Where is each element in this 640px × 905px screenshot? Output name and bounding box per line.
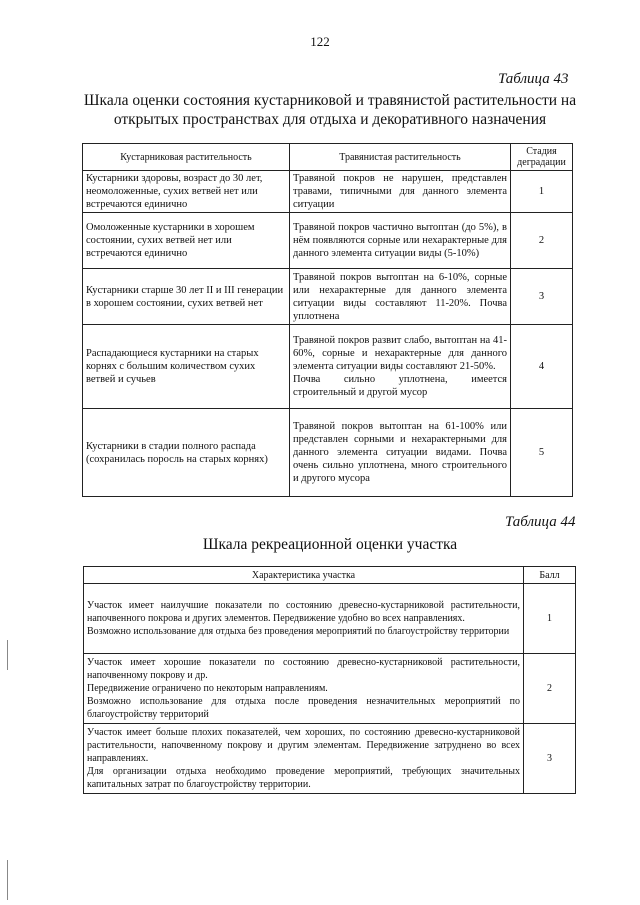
table43-header-row — [83, 144, 573, 171]
table43-title: Шкала оценки состояния кустарниковой и травянистой растительности на открытых пространствах для отдыха и декоративного назначения — [83, 92, 577, 128]
shrub-cell: Омоложенные кустарники в хорошем состоянии, сухих ветвей нет или встречаются единично — [83, 213, 290, 269]
characteristic-cell — [84, 584, 524, 654]
characteristic-line: Возможно использование для отдыха после проведения незначительных мероприятий по благоустройству территорий — [87, 696, 520, 720]
grass-text-2: Почва сильно уплотнена, имеется строительный и другой мусор — [293, 374, 507, 398]
table44-title: Шкала рекреационной оценки участка — [202, 536, 458, 553]
table-row — [84, 724, 576, 794]
table43-header-shrub: Кустарниковая растительность — [83, 144, 290, 171]
grass-cell: Травяной покров не нарушен, представлен травами, типичными для данного элемента ситуации — [290, 171, 511, 213]
page-number: 122 — [310, 34, 330, 49]
table-row — [84, 584, 576, 654]
characteristic-line: Участок имеет больше плохих показателей, чем хороших, по состоянию древесно-кустарниковой растительности, напочвенному покрову и другим элементам. Передвижение затруднено во всех направлениях. — [87, 727, 520, 764]
table44-header-row — [84, 567, 576, 584]
characteristic-cell — [84, 724, 524, 794]
shrub-cell: Кустарники старше 30 лет II и III генерации в хорошем состоянии, сухих ветвей нет — [83, 269, 290, 325]
scan-artifact — [7, 640, 8, 670]
grass-text: Травяной покров развит слабо, вытоптан на 41-60%, сорные и нехарактерные для данного элемента ситуации виды составляют 21-50%. — [293, 335, 507, 372]
scan-artifact — [7, 860, 8, 900]
table-row — [83, 213, 573, 269]
stage-cell: 2 — [511, 213, 573, 269]
table-row — [84, 654, 576, 724]
shrub-cell: Кустарники здоровы, возраст до 30 лет, неомоложенные, сухих ветвей нет или встречаются единично — [83, 171, 290, 213]
stage-cell: 1 — [511, 171, 573, 213]
table43-caption: Таблица 43 — [498, 71, 569, 87]
grass-cell: Травяной покров вытоптан на 61-100% или представлен сорными и нехарактерными для данного элемента ситуации видами. Почва очень сильно уплотнена, много строительного и другого мусора — [290, 409, 511, 497]
table43-header-grass: Травянистая растительность — [290, 144, 511, 171]
table43-header-stage: Стадия деградации — [511, 144, 573, 171]
table44 — [83, 566, 576, 794]
characteristic-line: Возможно использование для отдыха без проведения мероприятий по благоустройству территории — [87, 626, 510, 637]
characteristic-line: Участок имеет хорошие показатели по состоянию древесно-кустарниковой растительности, напочвенному покрову и др. — [87, 657, 520, 681]
characteristic-line: Передвижение ограничено по некоторым направлениям. — [87, 683, 328, 694]
table-row — [83, 409, 573, 497]
score-cell: 3 — [524, 724, 576, 794]
grass-cell — [290, 325, 511, 409]
score-cell: 2 — [524, 654, 576, 724]
table44-header-score: Балл — [524, 567, 576, 584]
table-row — [83, 171, 573, 213]
table-row — [83, 269, 573, 325]
characteristic-line: Участок имеет наилучшие показатели по состоянию древесно-кустарниковой растительности, напочвенного покрова и других элементов. Передвижение удобно во всех направлениях. — [87, 600, 520, 624]
shrub-cell: Кустарники в стадии полного распада (сохранилась поросль на старых корнях) — [83, 409, 290, 497]
stage-cell: 4 — [511, 325, 573, 409]
table44-caption: Таблица 44 — [505, 514, 576, 530]
characteristic-line: Для организации отдыха необходимо проведение мероприятий, требующих значительных капитальных затрат по благоустройству территории. — [87, 766, 520, 790]
shrub-cell: Распадающиеся кустарники на старых корнях с большим количеством сухих ветвей и сучьев — [83, 325, 290, 409]
characteristic-cell — [84, 654, 524, 724]
stage-cell: 3 — [511, 269, 573, 325]
table-row — [83, 325, 573, 409]
grass-cell: Травяной покров частично вытоптан (до 5%), в нём появляются сорные или нехарактерные для данного элемента ситуации виды (5-10%) — [290, 213, 511, 269]
table44-header-characteristic: Характеристика участка — [84, 567, 524, 584]
score-cell: 1 — [524, 584, 576, 654]
stage-cell: 5 — [511, 409, 573, 497]
grass-cell: Травяной покров вытоптан на 6-10%, сорные или нехарактерные для данного элемента ситуации виды составляют 11-20%. Почва уплотнена — [290, 269, 511, 325]
table43 — [82, 143, 573, 497]
